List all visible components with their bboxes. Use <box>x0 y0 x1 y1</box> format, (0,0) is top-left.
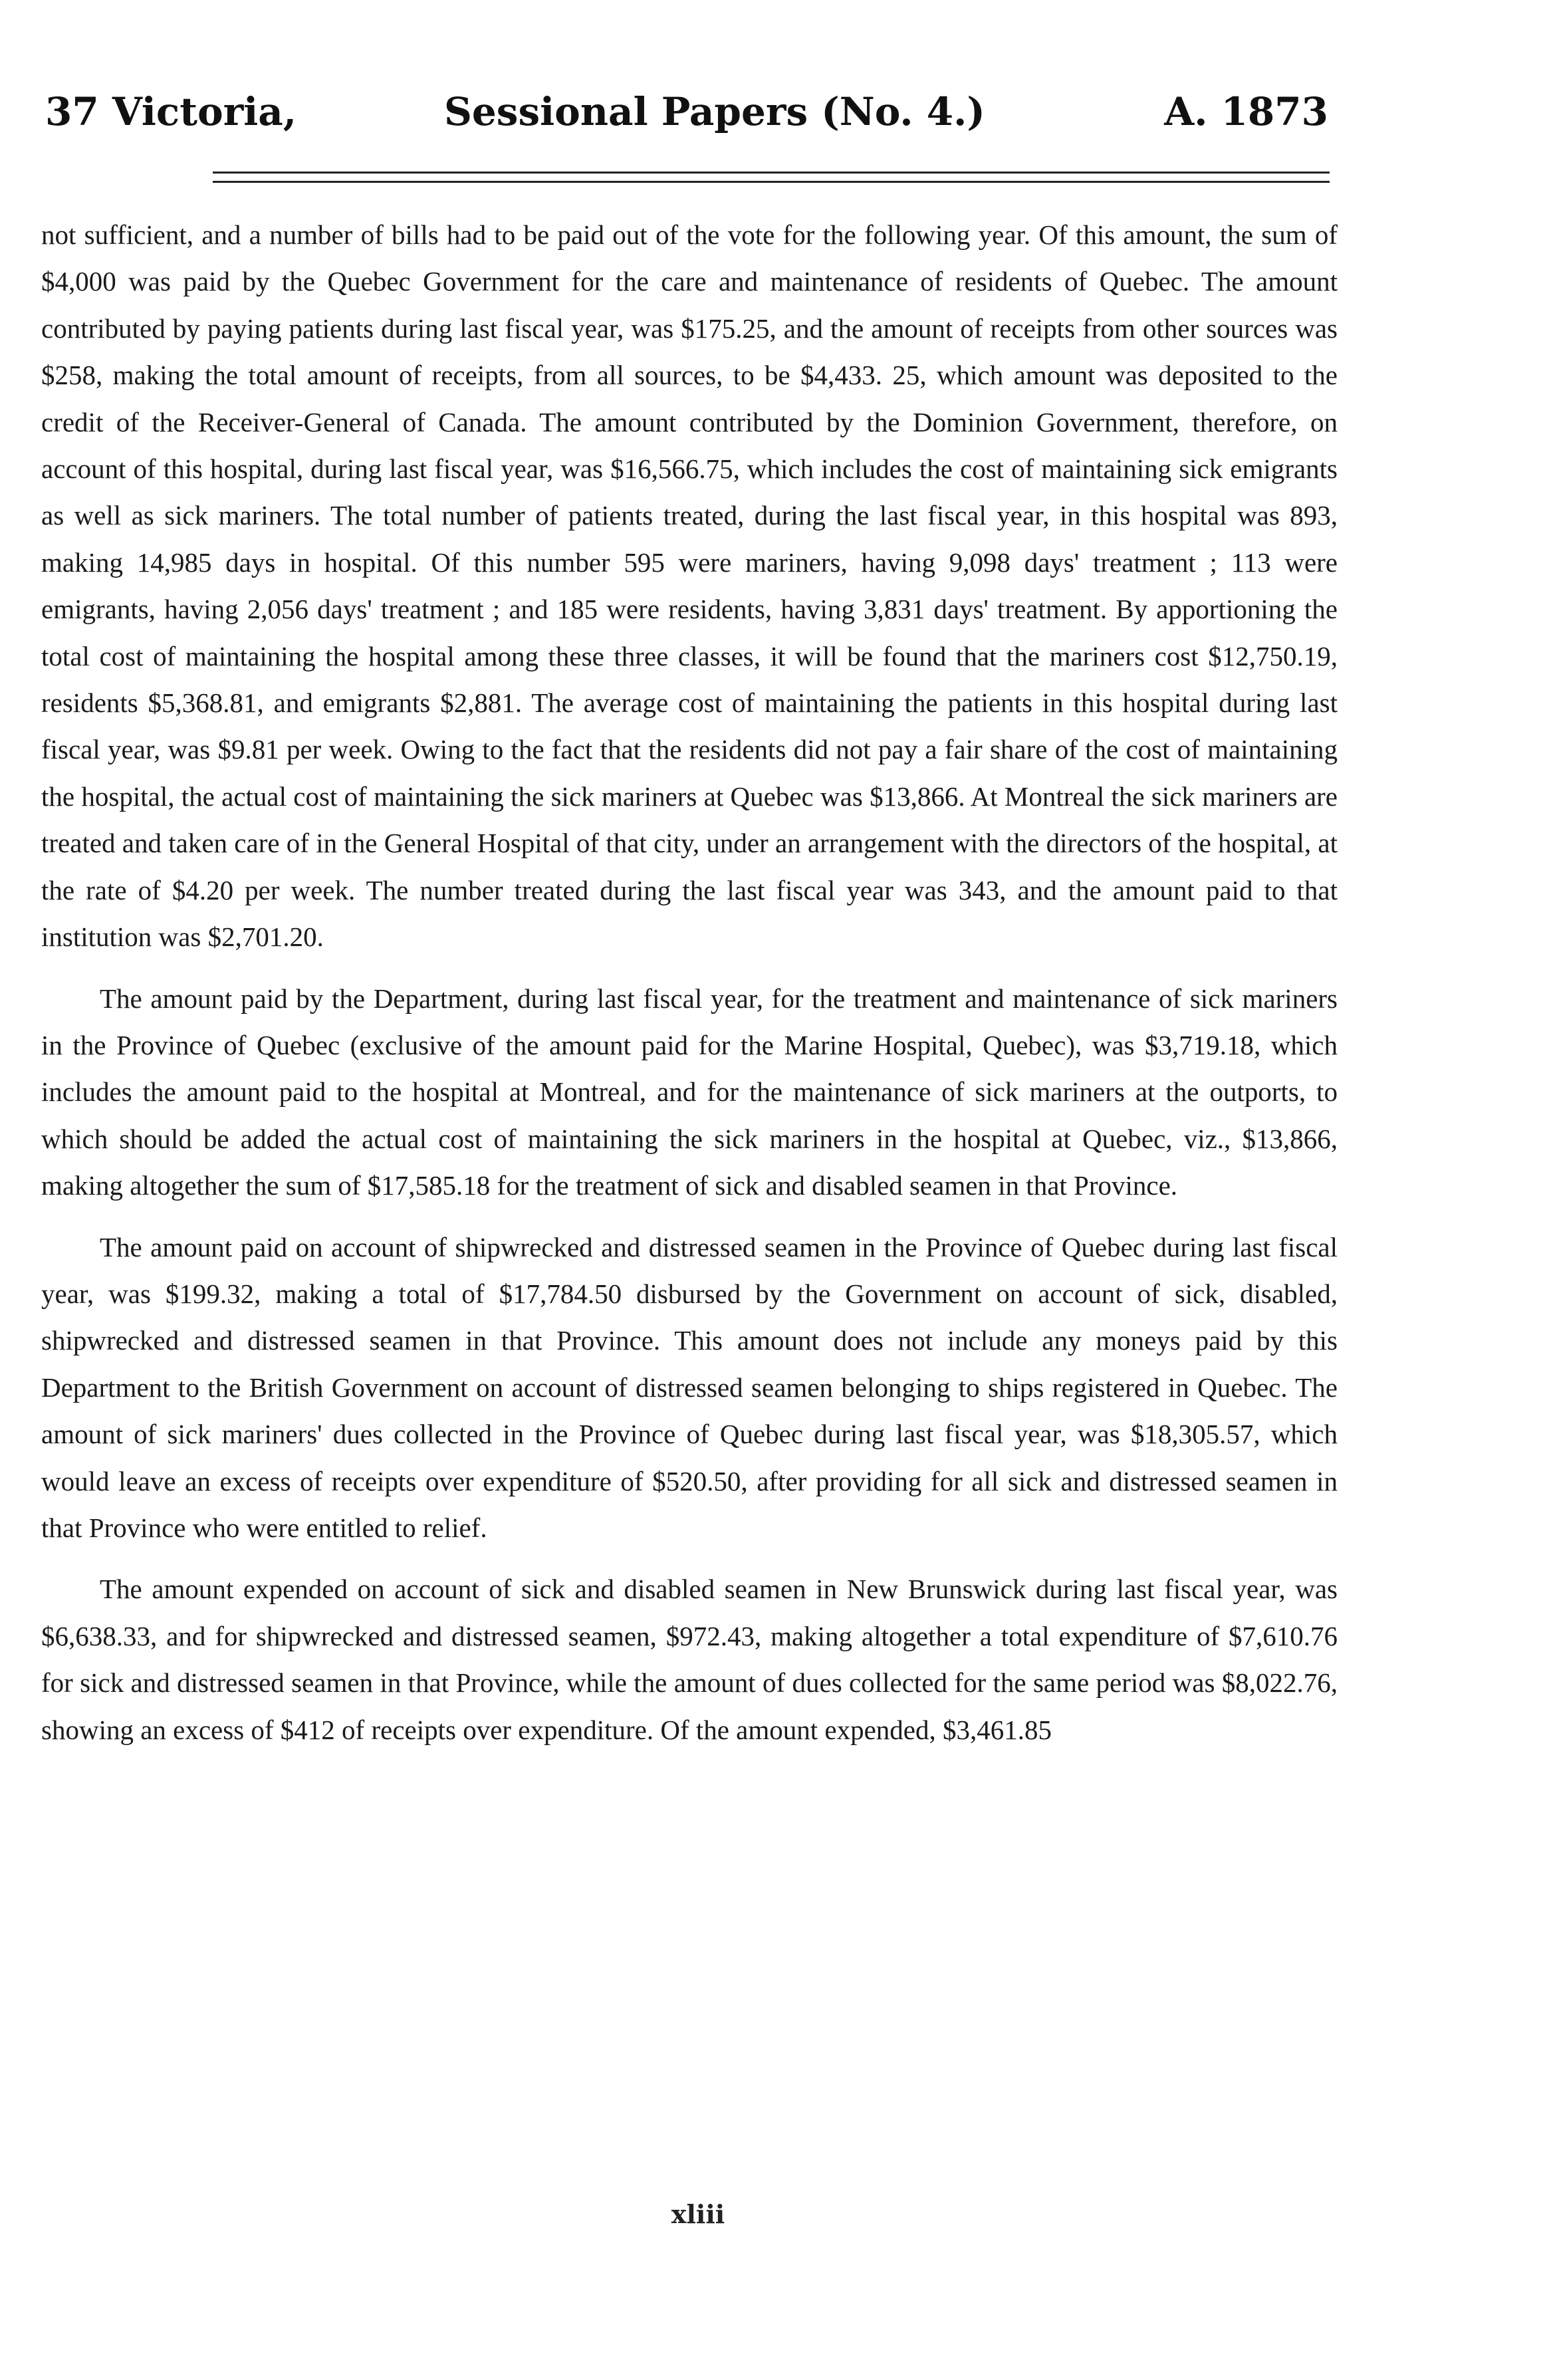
header-rule-top <box>213 172 1330 174</box>
header-year: A. 1873 <box>1164 89 1328 134</box>
paragraph-2: The amount paid by the Department, during last fiscal year, for the treatment and maintenance of sick mariners in the Province of Quebec (exclusive of the amount paid for the Marine Hospital, Quebec), was $3,719.18, which includes the amount paid to the hospital at Montreal, and for the maintenance of sick mariners at the outports, to which should be added the actual cost of maintaining the sick mariners in the hospital at Quebec, viz., $13,866, making altogether the sum of $17,585.18 for the treatment of sick and disabled seamen in that Province. <box>41 983 1338 1201</box>
header-title: Sessional Papers (No. 4.) <box>444 89 985 134</box>
paragraph-3: The amount paid on account of shipwrecked and distressed seamen in the Province of Quebec during last fiscal year, was $199.32, making a total of $17,784.50 disbursed by the Government on account of sick, disabled, shipwrecked and distressed seamen in that Province. This amount does not include any moneys paid by this Department to the British Government on account of distressed seamen belonging to ships registered in Quebec. The amount of sick mariners' dues collected in the Province of Quebec during last fiscal year, was $18,305.57, which would leave an excess of receipts over expenditure of $520.50, after providing for all sick and distressed seamen in that Province who were entitled to relief. <box>41 1231 1338 1543</box>
paragraph-4: The amount expended on account of sick and disabled seamen in New Brunswick during last fiscal year, was $6,638.33, and for shipwrecked and distressed seamen, $972.43, making altogether a total expenditure of $7,610.76 for sick and distressed seamen in that Province, while the amount of dues collected for the same period was $8,022.76, showing an excess of $412 of receipts over expenditure. Of the amount expended, $3,461.85 <box>41 1574 1338 1745</box>
page-number: xliii <box>671 2199 725 2229</box>
header-rule-bottom <box>213 181 1330 183</box>
running-header <box>45 85 1328 138</box>
body-text <box>41 211 1338 1768</box>
header-volume: 37 Victoria, <box>45 89 297 134</box>
paragraph-1: not sufficient, and a number of bills had to be paid out of the vote for the following year. Of this amount, the sum of $4,000 was paid by the Quebec Government for the care and maintenance of residents of Quebec. The amount contributed by paying patients during last fiscal year, was $175.25, and the amount of receipts from other sources was $258, making the total amount of receipts, from all sources, to be $4,433. 25, which amount was deposited to the credit of the Receiver-General of Canada. The amount contributed by the Dominion Government, therefore, on account of this hospital, during last fiscal year, was $16,566.75, which includes the cost of maintaining sick emigrants as well as sick mariners. The total number of patients treated, during the last fiscal year, in this hospital was 893, making 14,985 days in hospital. Of this number 595 were mariners, having 9,098 days' treatment ; 113 were emigrants, having 2,056 days' treatment ; and 185 were residents, having 3,831 days' treatment. By apportioning the total cost of maintaining the hospital among these three classes, it will be found that the mariners cost $12,750.19, residents $5,368.81, and emigrants $2,881. The average cost of maintaining the patients in this hospital during last fiscal year, was $9.81 per week. Owing to the fact that the residents did not pay a fair share of the cost of maintaining the hospital, the actual cost of maintaining the sick mariners at Quebec was $13,866. At Montreal the sick mariners are treated and taken care of in the General Hospital of that city, under an arrangement with the directors of the hospital, at the rate of $4.20 per week. The number treated during the last fiscal year was 343, and the amount paid to that institution was $2,701.20. <box>41 219 1338 953</box>
